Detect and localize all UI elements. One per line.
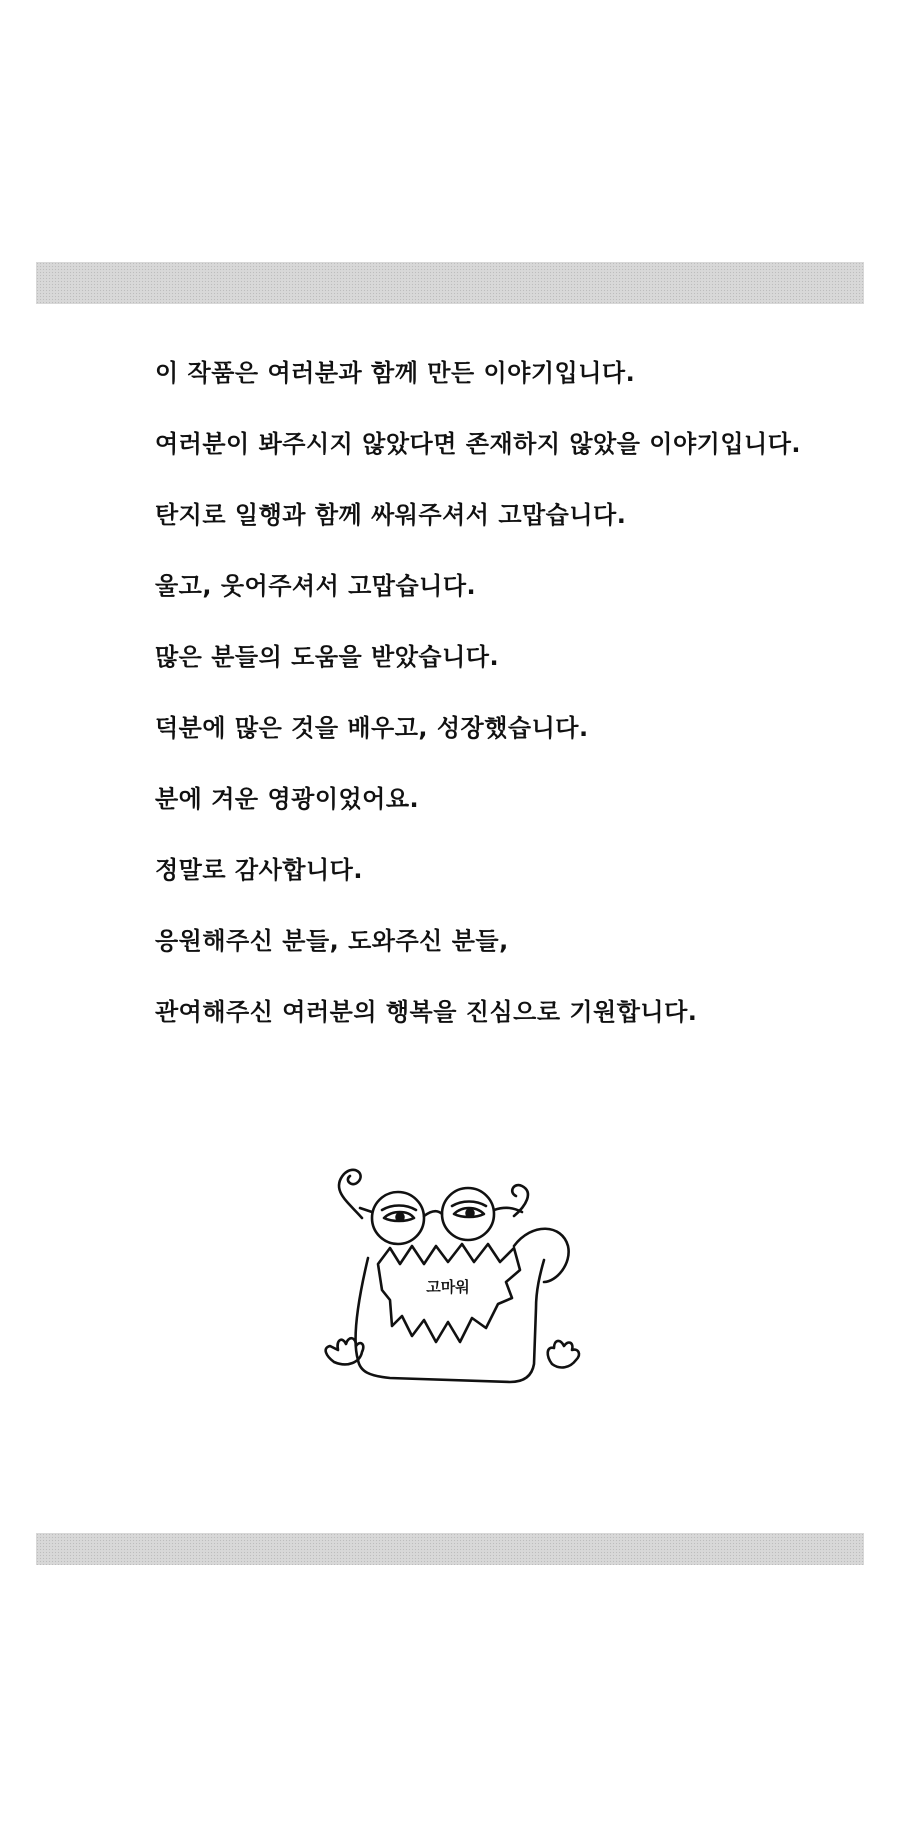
message-line: 정말로 감사합니다.	[155, 856, 363, 884]
glasses-arm-right	[494, 1208, 522, 1212]
glasses-bridge	[424, 1211, 442, 1216]
message-line: 많은 분들의 도움을 받았습니다.	[155, 643, 500, 671]
right-eyelid	[452, 1202, 486, 1207]
message-line: 응원해주신 분들, 도와주신 분들,	[155, 927, 509, 955]
left-eyelid	[382, 1206, 416, 1211]
message-line: 분에 겨운 영광이었어요.	[155, 785, 420, 813]
bottom-screentone-band	[36, 1533, 864, 1565]
message-line: 관여해주신 여러분의 행복을 진심으로 기원합니다.	[155, 998, 698, 1026]
mascot-label: 고마워	[426, 1278, 470, 1296]
monster-body	[356, 1258, 544, 1382]
left-pupil	[397, 1214, 404, 1221]
top-screentone-band	[36, 262, 864, 304]
left-antenna	[339, 1170, 362, 1218]
thank-you-message	[155, 358, 801, 1068]
message-line: 울고, 웃어주셔서 고맙습니다.	[155, 572, 477, 600]
monster-with-glasses-icon	[300, 1150, 610, 1390]
right-pupil	[467, 1210, 474, 1217]
message-line: 이 작품은 여러분과 함께 만든 이야기입니다.	[155, 359, 636, 387]
right-hand	[548, 1341, 579, 1368]
message-line: 탄지로 일행과 함께 싸워주셔서 고맙습니다.	[155, 501, 627, 529]
message-line: 여러분이 봐주시지 않았다면 존재하지 않았을 이야기입니다.	[155, 430, 801, 458]
glasses-arm-left	[360, 1208, 372, 1212]
message-line: 덕분에 많은 것을 배우고, 성장했습니다.	[155, 714, 589, 742]
left-hand	[326, 1338, 364, 1364]
